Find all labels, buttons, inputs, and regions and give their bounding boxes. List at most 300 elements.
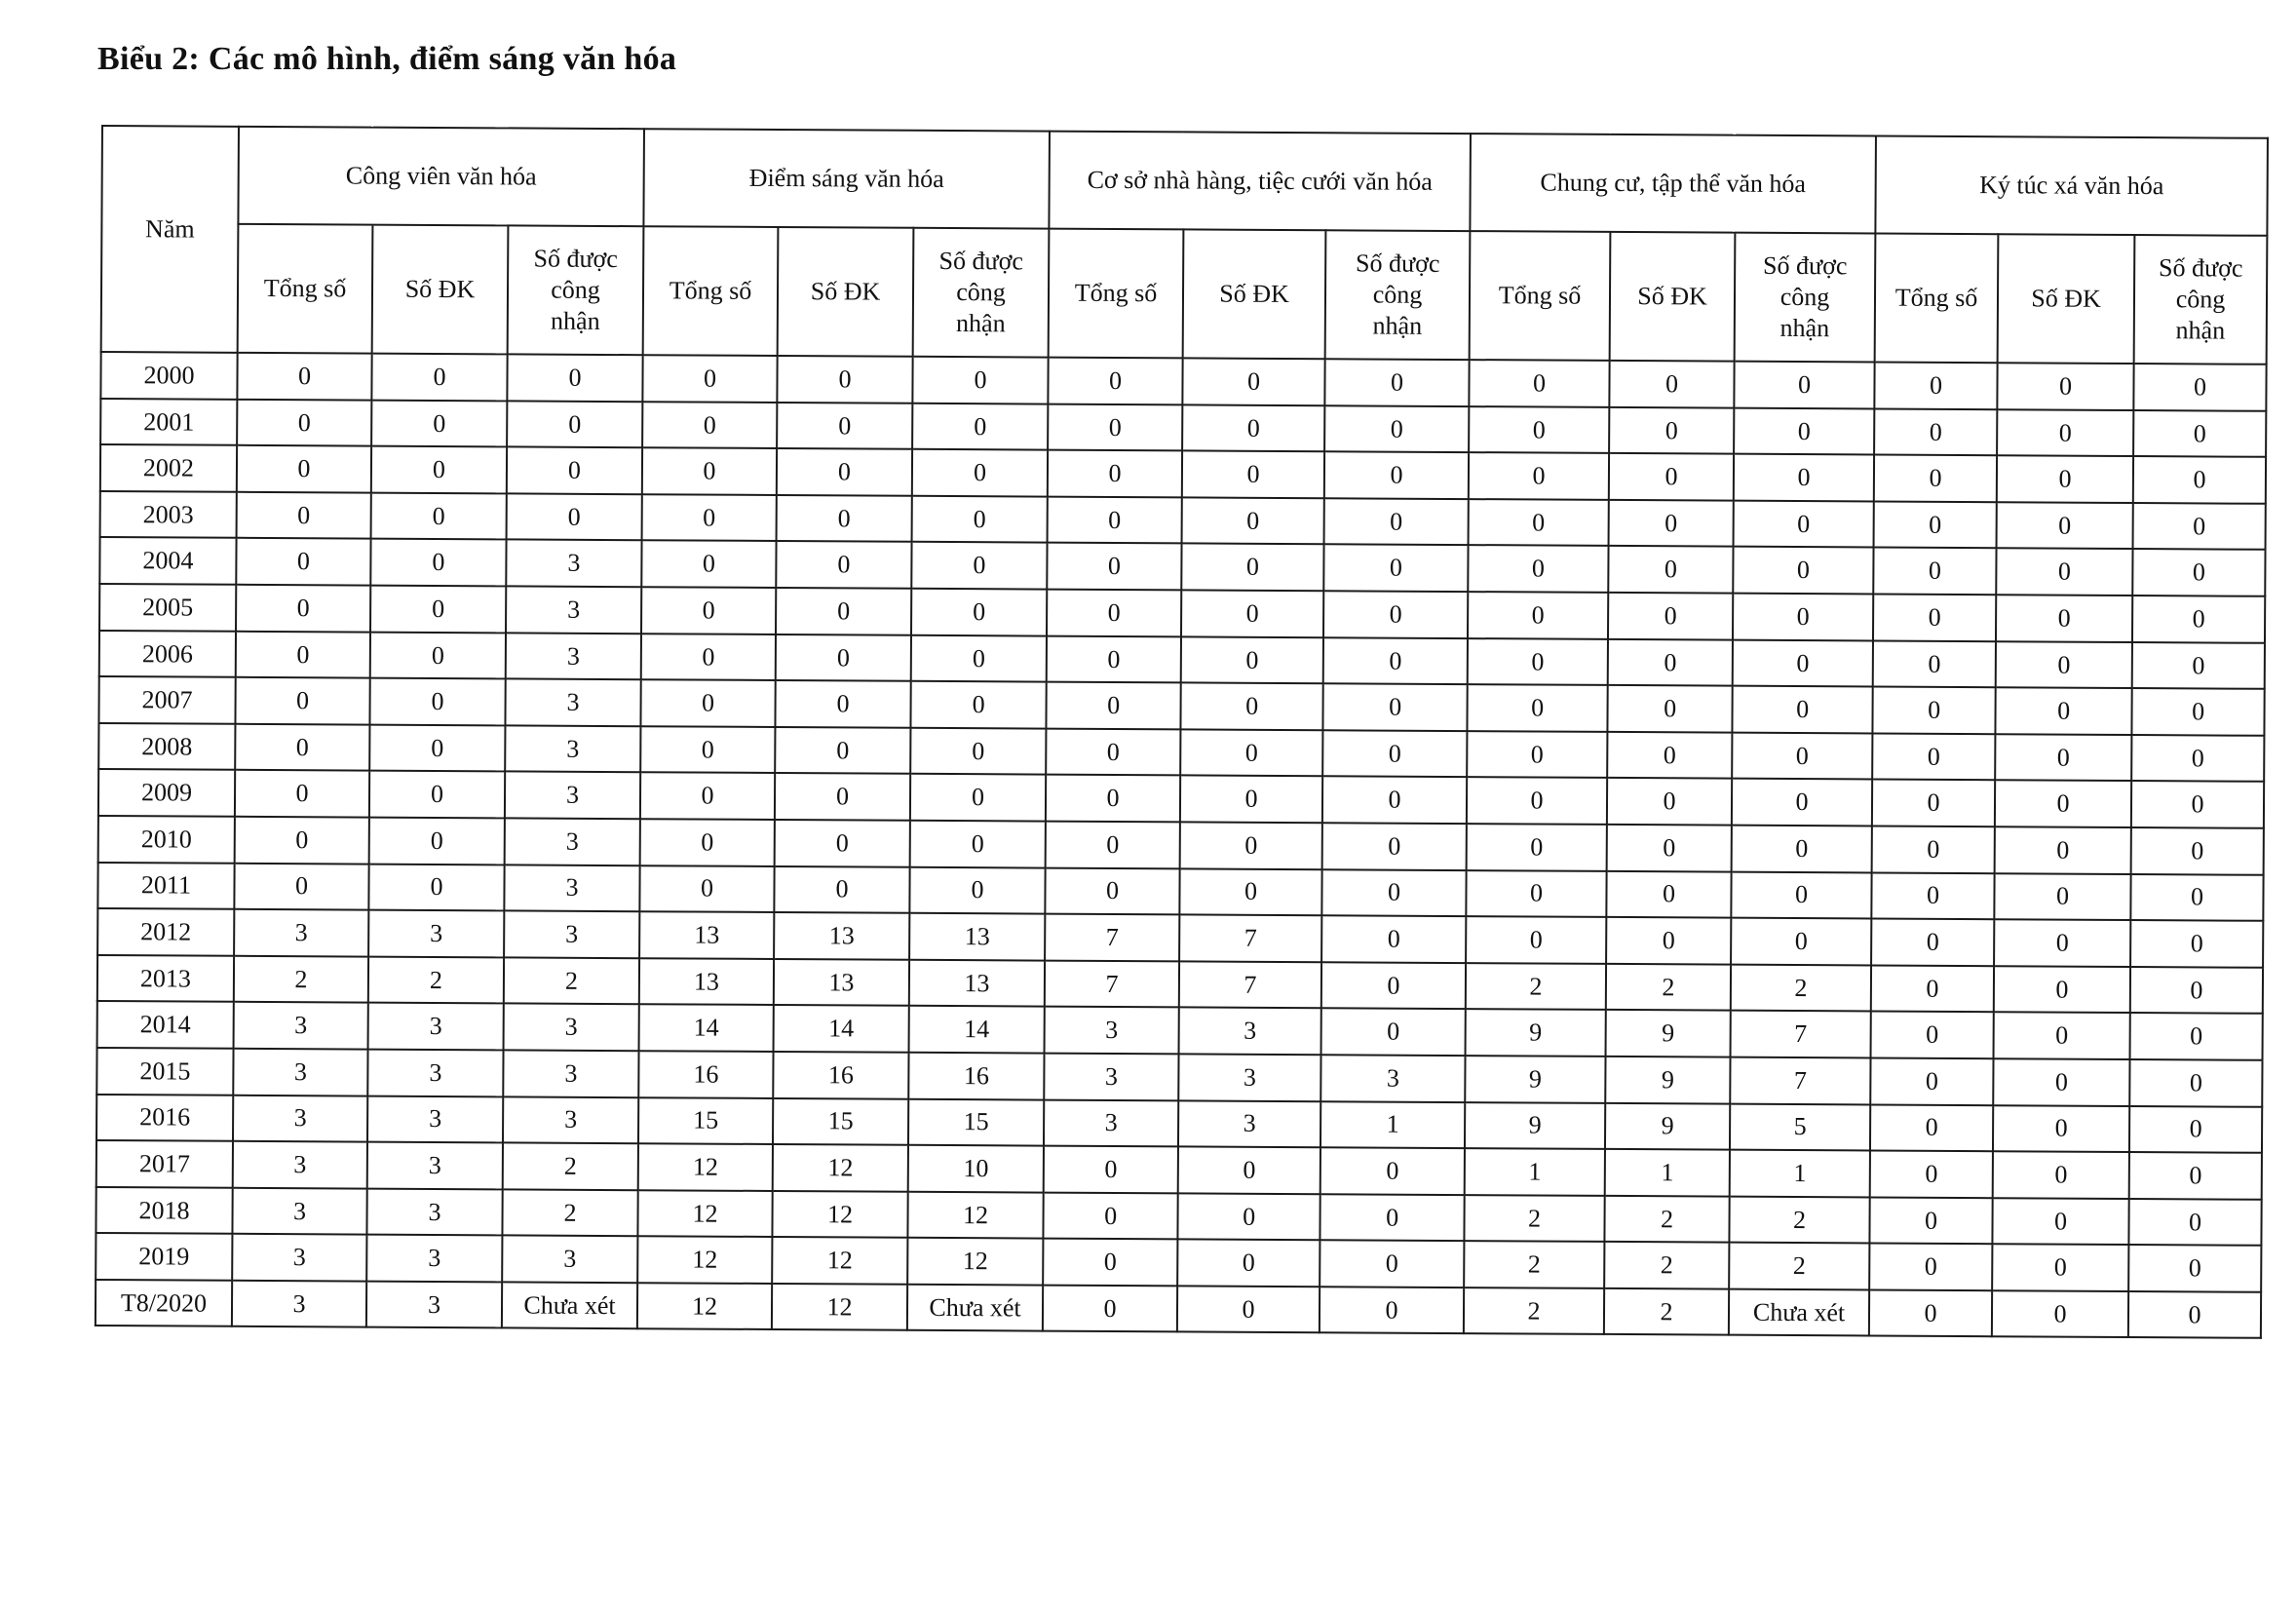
year-cell: 2015: [96, 1048, 233, 1095]
value-cell: Chưa xét: [502, 1282, 637, 1328]
value-cell: 0: [1606, 870, 1731, 917]
value-cell: 0: [1734, 454, 1874, 501]
value-cell: 0: [2133, 503, 2266, 550]
value-cell: 2: [1729, 1196, 1869, 1243]
value-cell: 0: [235, 817, 369, 864]
value-cell: 15: [638, 1097, 773, 1144]
subheader-total: Tổng số: [238, 224, 373, 354]
value-cell: 0: [1468, 592, 1608, 638]
subheader-recognized-line: Số được: [1762, 251, 1848, 281]
value-cell: 16: [908, 1053, 1044, 1099]
value-cell: 12: [907, 1191, 1043, 1238]
value-cell: 0: [1733, 547, 1873, 594]
value-cell: 0: [1997, 363, 2133, 409]
value-cell: 0: [1467, 824, 1607, 870]
value-cell: 0: [1874, 455, 1997, 502]
value-cell: 3: [233, 1141, 367, 1188]
subheader-recognized-line: Số được: [533, 244, 618, 274]
value-cell: 0: [507, 354, 642, 401]
value-cell: 0: [1467, 777, 1607, 824]
models-table: [95, 125, 2269, 1339]
subheader-recognized-line: công: [551, 275, 600, 305]
subheader-registered: Số ĐK: [372, 225, 509, 355]
value-cell: 0: [1873, 594, 1996, 640]
year-cell: 2014: [97, 1001, 234, 1048]
value-cell: 0: [1182, 404, 1324, 451]
value-cell: 3: [366, 1235, 502, 1282]
value-cell: 0: [1734, 362, 1874, 408]
value-cell: 0: [1994, 873, 2130, 920]
value-cell: 0: [1872, 687, 1995, 734]
value-cell: 0: [1043, 1285, 1177, 1331]
value-cell: 2: [503, 1142, 638, 1189]
value-cell: 0: [911, 542, 1047, 589]
value-cell: 1: [1605, 1149, 1730, 1196]
value-cell: 0: [1871, 965, 1994, 1012]
value-cell: 0: [1324, 498, 1469, 545]
value-cell: 2: [1464, 1287, 1604, 1334]
subheader-registered: Số ĐK: [1998, 234, 2135, 364]
value-cell: 0: [910, 774, 1046, 821]
group-header: Điểm sáng văn hóa: [643, 129, 1050, 228]
value-cell: 3: [503, 1050, 638, 1096]
value-cell: 0: [2130, 1013, 2263, 1059]
value-cell: 0: [1182, 451, 1324, 498]
value-cell: 0: [1731, 918, 1871, 965]
value-cell: 0: [1048, 496, 1182, 543]
value-cell: 0: [1180, 729, 1322, 776]
value-cell: 0: [1993, 1151, 2129, 1198]
value-cell: 0: [1874, 362, 1997, 408]
value-cell: 0: [1181, 636, 1323, 683]
value-cell: 7: [1731, 1011, 1871, 1057]
value-cell: 0: [237, 445, 371, 492]
value-cell: 3: [1178, 1100, 1320, 1147]
value-cell: 0: [1182, 358, 1324, 404]
value-cell: 0: [2131, 688, 2264, 735]
value-cell: 0: [1046, 728, 1180, 775]
value-cell: 3: [1179, 1008, 1321, 1055]
value-cell: 3: [234, 1002, 368, 1049]
value-cell: 0: [1322, 777, 1467, 824]
value-cell: 0: [1320, 1287, 1464, 1333]
value-cell: 0: [2130, 874, 2263, 921]
value-cell: 0: [776, 541, 911, 588]
value-cell: 0: [639, 865, 774, 912]
value-cell: 0: [1467, 731, 1607, 778]
value-cell: 0: [1469, 452, 1609, 499]
value-cell: 0: [641, 634, 776, 680]
year-cell: 2002: [100, 444, 237, 491]
value-cell: 0: [1997, 502, 2133, 549]
subheader-recognized-line: Số được: [2158, 253, 2243, 284]
value-cell: 3: [506, 586, 641, 633]
value-cell: 0: [911, 634, 1047, 681]
value-cell: 15: [773, 1097, 908, 1144]
value-cell: 0: [1872, 780, 1995, 826]
value-cell: 0: [371, 492, 507, 539]
value-cell: 0: [912, 496, 1048, 543]
value-cell: 0: [910, 681, 1046, 728]
subheader-recognized: [1735, 233, 1876, 363]
value-cell: 0: [1324, 359, 1469, 405]
value-cell: 3: [504, 911, 639, 958]
year-column-header: Năm: [101, 126, 239, 353]
value-cell: 0: [1994, 919, 2130, 966]
year-cell: 2000: [100, 352, 237, 399]
year-cell: 2018: [96, 1187, 232, 1234]
subheader-recognized-line: nhận: [551, 306, 600, 335]
value-cell: 0: [1608, 638, 1733, 685]
value-cell: 0: [641, 587, 776, 634]
value-cell: Chưa xét: [1729, 1289, 1869, 1336]
subheader-recognized: [508, 225, 644, 355]
value-cell: 9: [1605, 1057, 1730, 1103]
value-cell: 0: [507, 493, 642, 540]
value-cell: 13: [774, 959, 909, 1006]
value-cell: 0: [1177, 1286, 1320, 1332]
value-cell: 3: [505, 772, 640, 819]
value-cell: 0: [236, 538, 370, 585]
value-cell: 0: [642, 447, 777, 494]
value-cell: 0: [1992, 1244, 2128, 1290]
value-cell: 0: [1997, 455, 2133, 502]
value-cell: 0: [237, 353, 371, 400]
value-cell: 0: [1468, 545, 1608, 592]
value-cell: 0: [1993, 1058, 2129, 1105]
value-cell: 0: [1181, 544, 1323, 591]
value-cell: 0: [1995, 734, 2131, 781]
value-cell: 3: [368, 1003, 504, 1050]
value-cell: 12: [772, 1237, 907, 1284]
value-cell: 0: [1994, 1013, 2130, 1059]
value-cell: 0: [1607, 732, 1732, 779]
value-cell: 13: [774, 912, 909, 959]
value-cell: 12: [637, 1236, 772, 1283]
value-cell: 0: [371, 400, 507, 446]
group-header: Chung cư, tập thể văn hóa: [1470, 134, 1876, 233]
value-cell: 0: [2128, 1291, 2261, 1338]
value-cell: 0: [1995, 687, 2131, 734]
value-cell: 3: [1178, 1054, 1320, 1100]
value-cell: 13: [639, 911, 774, 958]
value-cell: 0: [2131, 735, 2264, 782]
value-cell: 1: [1730, 1150, 1870, 1197]
value-cell: 0: [641, 541, 776, 588]
value-cell: 0: [2133, 364, 2266, 410]
year-cell: T8/2020: [96, 1280, 232, 1326]
value-cell: 0: [236, 631, 370, 677]
value-cell: 0: [1734, 407, 1874, 454]
value-cell: 3: [502, 1236, 637, 1283]
value-cell: 0: [642, 402, 777, 448]
value-cell: 0: [1466, 916, 1606, 963]
value-cell: 3: [232, 1234, 366, 1281]
value-cell: 0: [912, 357, 1048, 404]
year-cell: 2001: [100, 399, 237, 445]
value-cell: 12: [772, 1191, 907, 1238]
value-cell: 2: [504, 957, 639, 1004]
value-cell: 3: [234, 909, 368, 956]
value-cell: 0: [1871, 1012, 1994, 1058]
value-cell: 0: [776, 634, 911, 681]
value-cell: 0: [1993, 1105, 2129, 1152]
subheader-recognized-line: Số được: [1355, 249, 1440, 279]
value-cell: 0: [237, 399, 371, 445]
value-cell: 0: [1178, 1146, 1320, 1193]
value-cell: 0: [371, 354, 507, 401]
value-cell: 7: [1179, 915, 1321, 962]
value-cell: 5: [1730, 1103, 1870, 1150]
value-cell: 3: [506, 540, 641, 587]
value-cell: 3: [367, 1049, 503, 1095]
value-cell: 0: [1732, 826, 1872, 872]
value-cell: 2: [1731, 964, 1871, 1011]
value-cell: 0: [1322, 730, 1467, 777]
value-cell: 0: [1321, 869, 1466, 916]
value-cell: 0: [235, 724, 369, 771]
value-cell: 2: [1729, 1243, 1869, 1289]
value-cell: Chưa xét: [907, 1285, 1043, 1331]
value-cell: 12: [907, 1238, 1043, 1285]
value-cell: 0: [1874, 501, 1997, 548]
subheader-registered: Số ĐK: [778, 227, 914, 357]
value-cell: 14: [774, 1005, 909, 1052]
value-cell: 0: [234, 863, 368, 909]
value-cell: 2: [1464, 1241, 1604, 1287]
subheader-recognized-line: công: [2175, 285, 2226, 314]
value-cell: 0: [777, 495, 912, 542]
value-cell: 0: [1046, 775, 1180, 822]
value-cell: 0: [235, 770, 369, 817]
value-cell: 3: [503, 1096, 638, 1143]
value-cell: 3: [505, 725, 640, 772]
subheader-recognized-line: công: [956, 278, 1006, 307]
year-cell: 2016: [96, 1094, 233, 1140]
year-cell: 2003: [100, 491, 237, 538]
subheader-total: Tổng số: [1470, 231, 1611, 361]
value-cell: 0: [642, 355, 777, 402]
group-header: Ký túc xá văn hóa: [1875, 135, 2268, 235]
year-cell: 2009: [98, 769, 235, 816]
value-cell: 0: [775, 727, 910, 774]
value-cell: 9: [1605, 1102, 1730, 1149]
value-cell: 0: [1992, 1290, 2128, 1337]
group-header: Cơ sở nhà hàng, tiệc cưới văn hóa: [1049, 132, 1471, 231]
value-cell: 0: [1177, 1240, 1320, 1287]
value-cell: 0: [1181, 590, 1323, 636]
subheader-recognized-line: nhận: [956, 308, 1006, 338]
value-cell: 0: [1871, 872, 1994, 919]
value-cell: 0: [1607, 685, 1732, 732]
value-cell: 0: [640, 679, 775, 726]
value-cell: 0: [1180, 822, 1322, 868]
value-cell: 0: [1873, 640, 1996, 687]
value-cell: 0: [1996, 641, 2132, 688]
value-cell: 0: [1733, 594, 1873, 640]
value-cell: 0: [1608, 546, 1733, 593]
value-cell: 12: [638, 1143, 773, 1190]
value-cell: 0: [1869, 1197, 1992, 1244]
value-cell: 0: [1323, 545, 1468, 592]
subheader-recognized-line: nhận: [2175, 316, 2226, 345]
value-cell: 0: [642, 494, 777, 541]
value-cell: 3: [1320, 1055, 1465, 1101]
subheader-recognized: [913, 228, 1050, 358]
subheader-total: Tổng số: [643, 226, 779, 356]
group-header: Công viên văn hóa: [238, 127, 644, 226]
value-cell: 0: [1872, 733, 1995, 780]
value-cell: 0: [640, 726, 775, 773]
value-cell: 0: [1873, 548, 1996, 595]
value-cell: 0: [1047, 635, 1181, 682]
value-cell: 3: [367, 1095, 503, 1142]
value-cell: 0: [236, 585, 370, 632]
value-cell: 10: [908, 1145, 1044, 1192]
value-cell: 3: [1045, 1007, 1179, 1054]
value-cell: 0: [1324, 405, 1469, 452]
value-cell: 16: [638, 1051, 773, 1097]
value-cell: 0: [775, 680, 910, 727]
value-cell: 0: [369, 724, 505, 771]
value-cell: 2: [1464, 1195, 1604, 1242]
value-cell: 14: [909, 1006, 1045, 1053]
value-cell: 13: [909, 913, 1045, 960]
value-cell: 0: [1870, 1057, 1993, 1104]
value-cell: 0: [1994, 966, 2130, 1013]
value-cell: 0: [1321, 915, 1466, 962]
value-cell: 2: [1466, 963, 1606, 1010]
value-cell: 0: [1182, 497, 1324, 544]
value-cell: 0: [1179, 868, 1321, 915]
value-cell: 0: [1046, 822, 1180, 868]
value-cell: 0: [774, 866, 909, 913]
value-cell: 0: [1048, 404, 1182, 450]
value-cell: 0: [369, 818, 505, 865]
value-cell: 0: [370, 586, 506, 633]
value-cell: 12: [773, 1144, 908, 1191]
value-cell: 0: [1732, 779, 1872, 826]
value-cell: 0: [2129, 1059, 2262, 1106]
value-cell: 3: [368, 910, 504, 957]
value-cell: 7: [1045, 960, 1179, 1007]
value-cell: 0: [1996, 595, 2132, 641]
value-cell: 2: [1606, 964, 1731, 1011]
value-cell: 2: [502, 1189, 637, 1236]
value-cell: 0: [2129, 1106, 2262, 1153]
value-cell: 7: [1179, 961, 1321, 1008]
subheader-recognized-line: Số được: [938, 247, 1023, 276]
value-cell: 0: [1869, 1244, 1992, 1290]
value-cell: 0: [2128, 1199, 2261, 1246]
value-cell: 2: [234, 956, 368, 1003]
year-cell: 2011: [97, 863, 234, 909]
value-cell: 0: [777, 356, 912, 403]
value-cell: 0: [237, 492, 371, 539]
value-cell: 3: [366, 1188, 502, 1235]
value-cell: 7: [1730, 1057, 1870, 1104]
value-cell: 0: [775, 820, 910, 866]
value-cell: 3: [233, 1049, 367, 1095]
value-cell: 0: [1048, 450, 1182, 497]
year-cell: 2008: [98, 723, 235, 770]
value-cell: 0: [507, 401, 642, 447]
year-cell: 2012: [97, 908, 234, 955]
value-cell: 0: [1046, 682, 1180, 729]
year-cell: 2004: [99, 537, 236, 584]
value-cell: 0: [235, 677, 369, 724]
value-cell: 0: [2133, 456, 2266, 503]
value-cell: 9: [1466, 1009, 1606, 1056]
value-cell: 3: [1044, 1053, 1178, 1099]
value-cell: 9: [1465, 1056, 1605, 1102]
value-cell: 0: [1321, 1009, 1466, 1056]
subheader-recognized-line: nhận: [1779, 313, 1830, 343]
value-cell: 0: [2131, 781, 2264, 827]
value-cell: 0: [1872, 826, 1995, 872]
value-cell: 0: [1733, 639, 1873, 686]
value-cell: 0: [1609, 500, 1734, 547]
table-header: [101, 126, 2268, 365]
value-cell: 3: [232, 1187, 366, 1234]
subheader-total: Tổng số: [1049, 229, 1184, 359]
value-cell: 0: [1996, 549, 2132, 596]
value-cell: 0: [2130, 967, 2263, 1014]
year-cell: 2005: [99, 584, 236, 631]
value-cell: 0: [369, 771, 505, 818]
year-cell: 2007: [98, 676, 235, 723]
value-cell: 0: [1466, 870, 1606, 917]
year-cell: 2010: [98, 816, 235, 863]
value-cell: 0: [1044, 1146, 1178, 1193]
subheader-total: Tổng số: [1875, 233, 1999, 363]
value-cell: 0: [911, 589, 1047, 635]
value-cell: 0: [1734, 500, 1874, 547]
value-cell: 0: [1322, 683, 1467, 730]
value-cell: 0: [1609, 407, 1734, 454]
value-cell: 0: [1732, 686, 1872, 733]
value-cell: 0: [1323, 591, 1468, 637]
value-cell: 0: [1606, 917, 1731, 964]
value-cell: 1: [1465, 1148, 1605, 1195]
value-cell: 0: [1323, 637, 1468, 684]
value-cell: 2: [1604, 1196, 1729, 1243]
year-cell: 2006: [99, 631, 236, 677]
value-cell: 1: [1320, 1101, 1465, 1148]
value-cell: 0: [1870, 1151, 1993, 1198]
year-cell: 2013: [97, 955, 234, 1002]
value-cell: 0: [1320, 1147, 1465, 1194]
value-cell: 0: [1321, 962, 1466, 1009]
value-cell: 3: [504, 1004, 639, 1051]
value-cell: 13: [639, 958, 774, 1005]
value-cell: 0: [2133, 410, 2266, 457]
sub-header-row: [101, 223, 2268, 365]
value-cell: 0: [1047, 590, 1181, 636]
value-cell: 0: [1607, 778, 1732, 825]
value-cell: 0: [1609, 361, 1734, 407]
value-cell: 0: [2132, 549, 2265, 596]
value-cell: 0: [2129, 1152, 2262, 1199]
value-cell: 0: [1992, 1198, 2128, 1245]
value-cell: 0: [910, 821, 1046, 867]
value-cell: 0: [912, 403, 1048, 449]
group-header-row: [101, 126, 2268, 236]
value-cell: 0: [1047, 543, 1181, 590]
value-cell: 0: [1048, 358, 1182, 404]
value-cell: 3: [232, 1281, 366, 1327]
value-cell: 0: [1870, 1104, 1993, 1151]
